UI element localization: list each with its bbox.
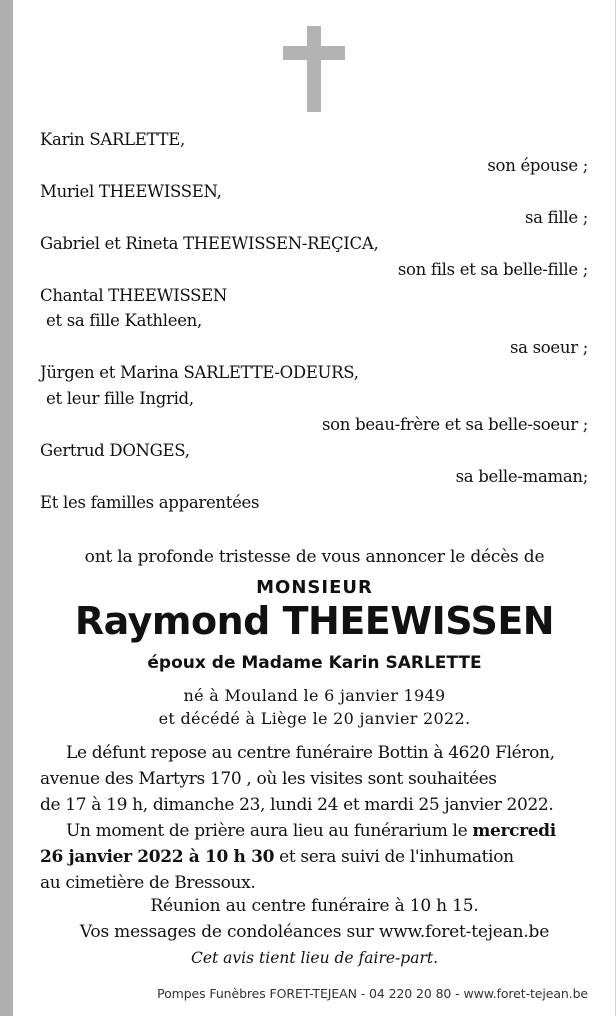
honorific: MONSIEUR — [256, 577, 373, 598]
family-relation: sa fille ; — [524, 208, 588, 227]
death-line: et décédé à Liège le 20 janvier 2022. — [158, 709, 471, 728]
left-border-bar — [0, 0, 13, 1016]
footer-funeral-home: Pompes Funèbres FORET-TEJEAN - 04 220 20 80 - www.foret-tejean.be — [157, 986, 588, 1001]
birth-line: né à Mouland le 6 janvier 1949 — [183, 686, 446, 705]
family-relation: son beau-frère et sa belle-soeur ; — [322, 415, 588, 434]
funeral-details — [40, 740, 588, 896]
details-line: de 17 à 19 h, dimanche 23, lundi 24 et mardi 25 janvier 2022. — [40, 795, 554, 815]
family-line: Gertrud DONGES, — [40, 441, 190, 460]
ceremony-text: Un moment de prière aura lieu au funérarium le — [66, 821, 473, 841]
family-line: et leur fille Ingrid, — [46, 389, 194, 408]
family-line: Chantal THEEWISSEN — [40, 286, 228, 305]
ceremony-day: mercredi — [472, 821, 556, 841]
ceremony-line — [40, 844, 588, 870]
details-line: Le défunt repose au centre funéraire Bottin à 4620 Fléron, — [66, 743, 555, 763]
family-line: et sa fille Kathleen, — [46, 311, 202, 330]
ceremony-text: et sera suivi de l'inhumation — [274, 847, 514, 867]
deceased-name: Raymond THEEWISSEN — [74, 599, 555, 643]
cross-icon — [283, 26, 345, 112]
ceremony-date: 26 janvier 2022 à 10 h 30 — [40, 847, 275, 867]
family-relation: son fils et sa belle-fille ; — [397, 260, 588, 279]
condolences-line: Vos messages de condoléances sur www.foret-tejean.be — [79, 922, 550, 942]
ceremony-line — [40, 818, 588, 844]
reunion-line: Réunion au centre funéraire à 10 h 15. — [150, 896, 479, 916]
family-line: Et les familles apparentées — [40, 493, 260, 512]
family-line: Karin SARLETTE, — [40, 130, 185, 149]
family-relation: sa belle-maman; — [455, 467, 588, 486]
details-line: avenue des Martyrs 170 , où les visites sont souhaitées — [40, 769, 497, 789]
family-relation: son épouse ; — [487, 156, 588, 175]
family-line: Muriel THEEWISSEN, — [40, 182, 222, 201]
announcement: ont la profonde tristesse de vous annoncer le décès de — [84, 547, 545, 567]
notice-line: Cet avis tient lieu de faire-part. — [190, 949, 439, 967]
spouse-line: époux de Madame Karin SARLETTE — [147, 653, 482, 673]
ceremony-line: au cimetière de Bressoux. — [40, 873, 256, 893]
family-relation: sa soeur ; — [509, 338, 588, 357]
family-line: Jürgen et Marina SARLETTE-ODEURS, — [40, 363, 359, 382]
family-line: Gabriel et Rineta THEEWISSEN-REÇICA, — [40, 234, 379, 253]
